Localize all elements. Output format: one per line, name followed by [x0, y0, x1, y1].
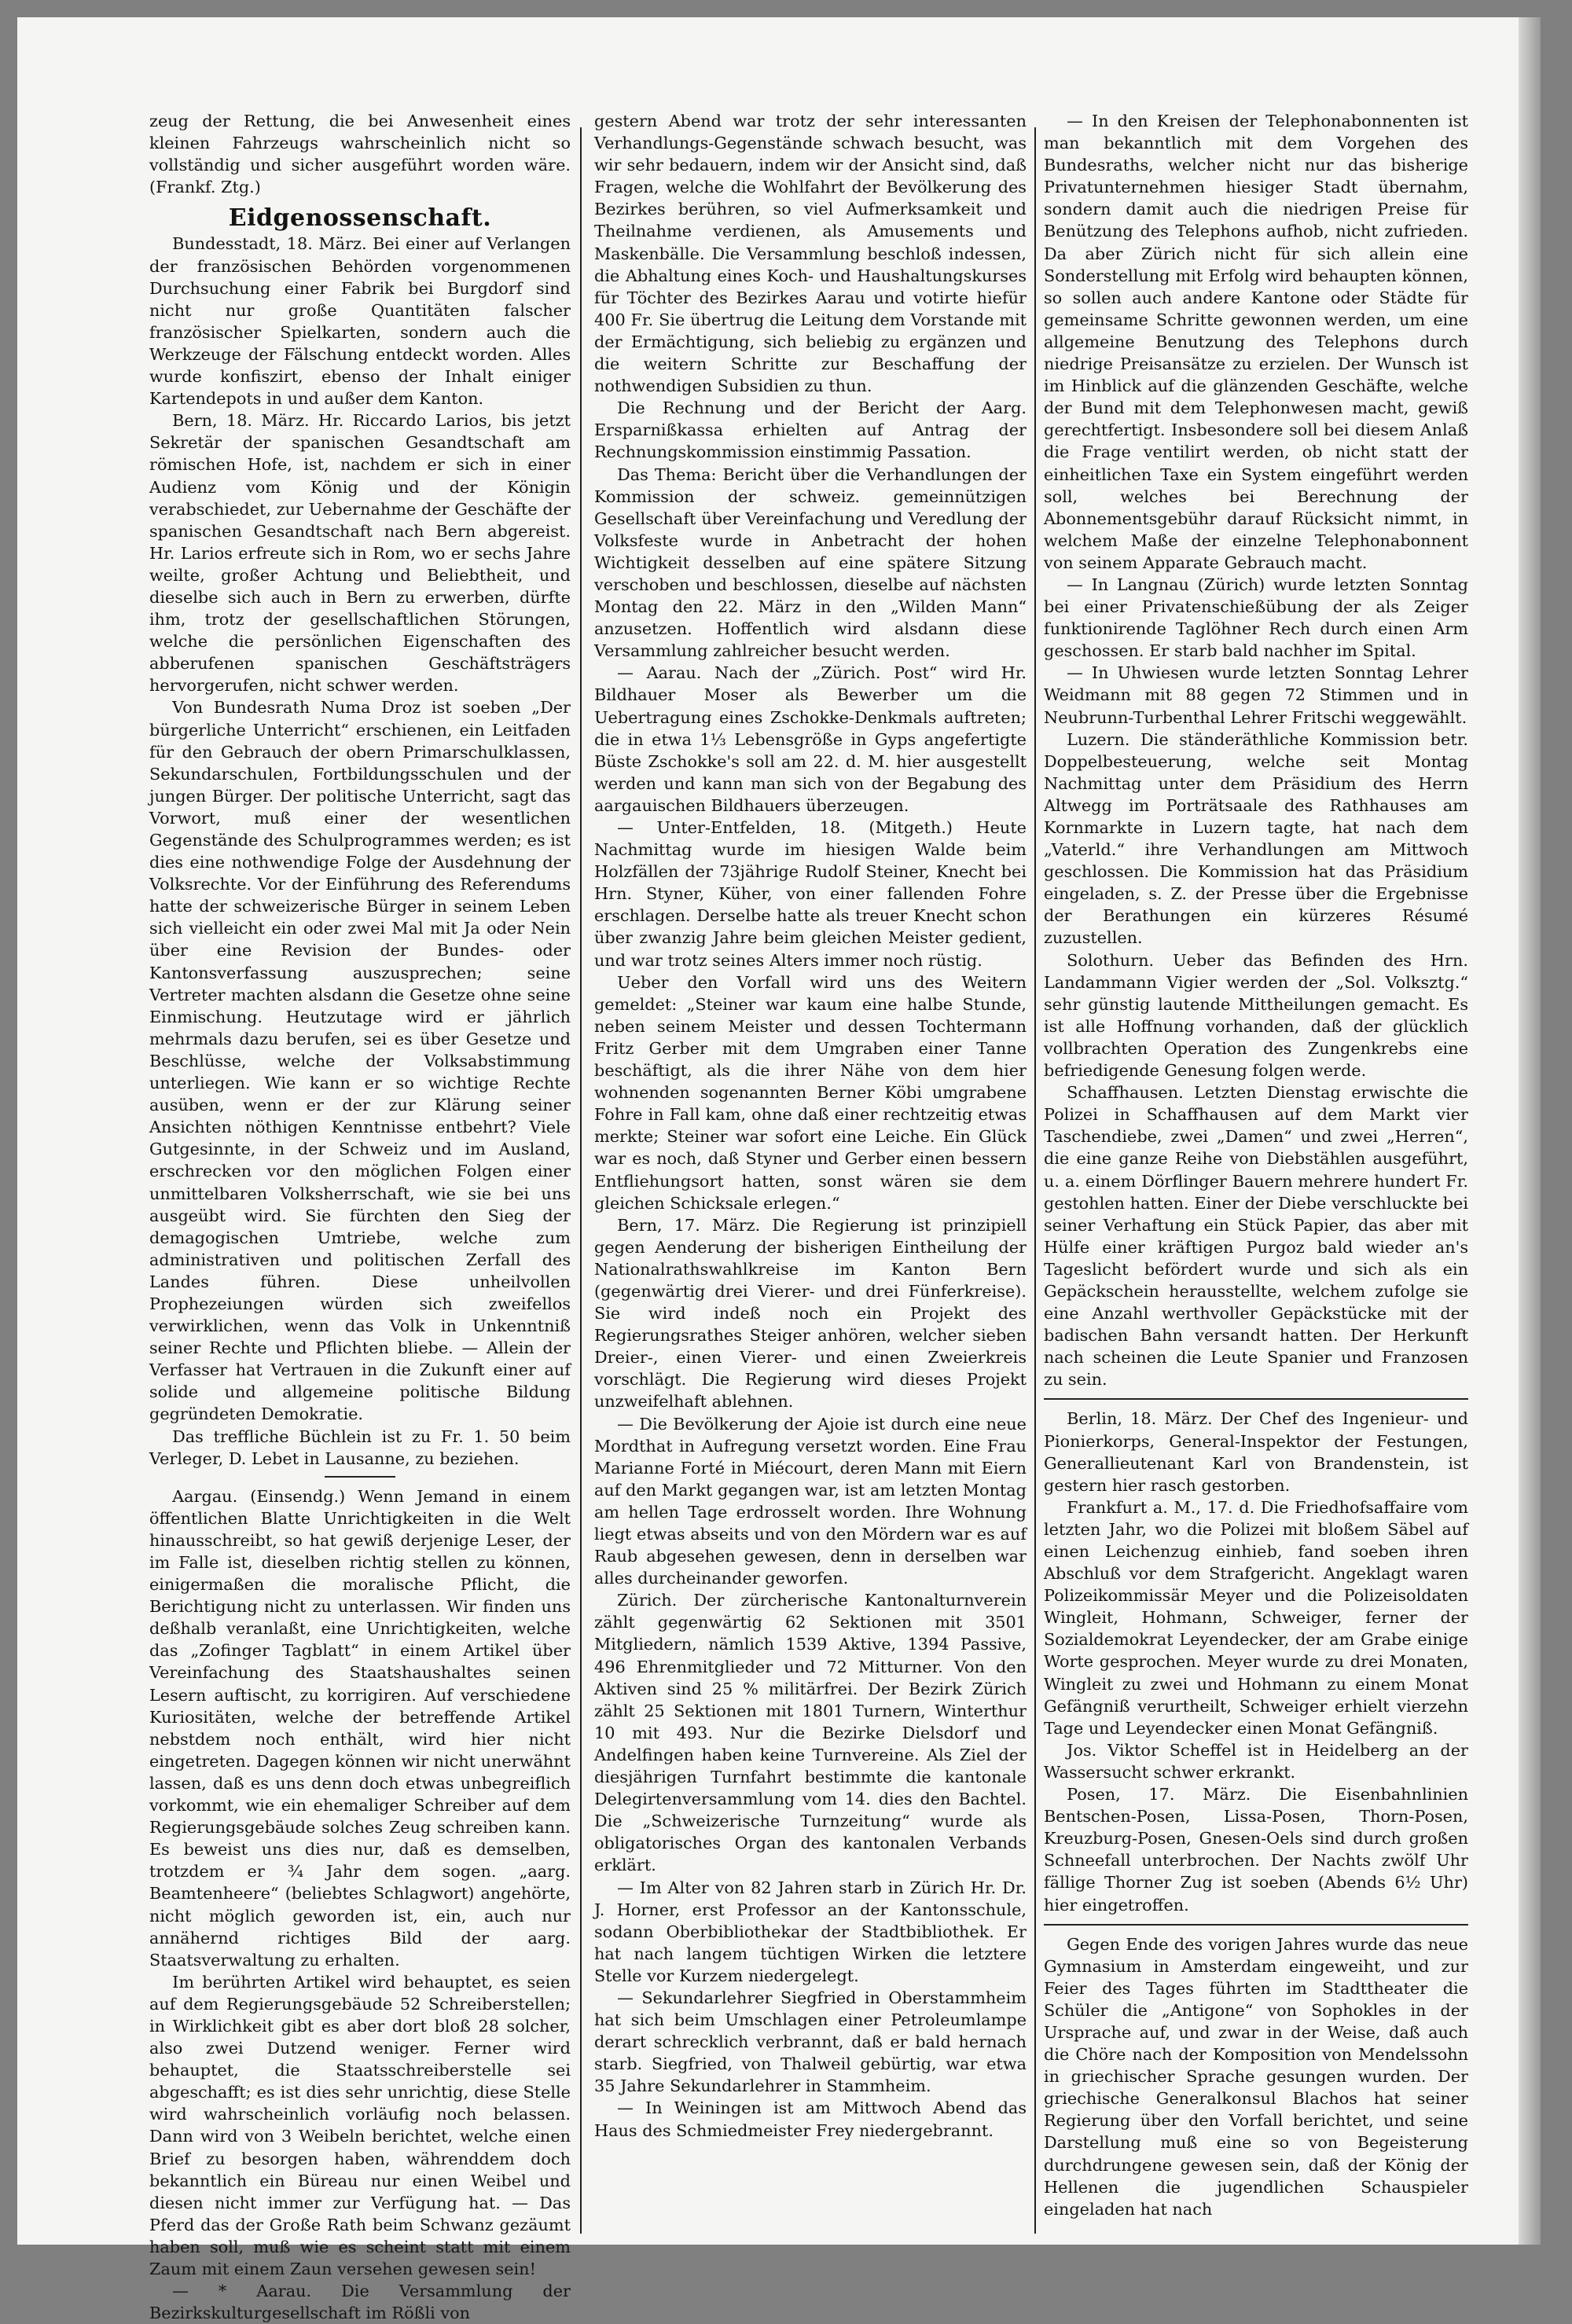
news-item: — * Aarau. Die Versammlung der Bezirkskulturgesellschaft im Rößli von — [149, 2282, 571, 2323]
article-continuation: zeug der Rettung, die bei Anwesenheit eines kleinen Fahrzeugs wahrscheinlich nicht so vollständig und sicher ausgeführt worden wäre. (Frankf. Ztg.) — [149, 112, 571, 197]
news-item: Luzern. Die ständeräthliche Kommission betr. Doppelbesteuerung, welche seit Montag Nachmittag unter dem Präsidium des Herrn Altwegg im Porträtsaale des Rathhauses am Kornmarkte in Luzern tagte, hat nach dem „Vaterld.“ ihre Verhandlungen am Mittwoch geschlossen. Die Kommission hat das Präsidium eingeladen, s. Z. der Presse über die Ergebnisse der Berathungen ein kürzeres Résumé zuzustellen. — [1044, 729, 1468, 948]
news-item: — Unter-Entfelden, 18. (Mitgeth.) Heute Nachmittag wurde im hiesigen Walde beim Holzfällen der 73jährige Rudolf Steiner, Knecht bei Hrn. Styner, Küher, von einer fallenden Fohre erschlagen. Derselbe hatte als treuer Knecht schon über zwanzig Jahre beim gleichen Meister gedient, und war trotz seines Alters immer noch rüstig. — [594, 818, 1027, 970]
news-item: Bundesstadt, 18. März. Bei einer auf Verlangen der französischen Behörden vorgenommenen Durchsuchung einer Fabrik bei Burgdorf sind nicht nur große Quantitäten falscher französischer Spielkarten, sondern auch die Werkzeuge der Fälschung entdeckt worden. Alles wurde konfiszirt, ebenso der Inhalt einiger Kartendepots in und außer dem Kanton. — [149, 234, 571, 409]
news-item: Jos. Viktor Scheffel ist in Heidelberg an der Wassersucht schwer erkrankt. — [1044, 1740, 1468, 1782]
news-item: Ueber den Vorfall wird uns des Weitern gemeldet: „Steiner war kaum eine halbe Stunde, neben seinem Meister und dessen Tochtermann Fritz Gerber mit dem Umgraben einer Tanne beschäftigt, als die ihrer Nähe von dem hier wohnenden sogenannten Berner Köbi umgrabene Fohre in Fall kam, ohne daß einer rechtzeitig etwas merkte; Steiner war sofort eine Leiche. Ein Glück war es noch, daß Styner und Gerber einen bessern Entfliehungsort hatten, sonst wären sie dem gleichen Schicksale erlegen.“ — [594, 972, 1027, 1213]
separator-rule — [1044, 1924, 1468, 1926]
column-rule — [1034, 127, 1036, 2234]
news-item: Im berührten Artikel wird behauptet, es seien auf dem Regierungsgebäude 52 Schreiberstellen; in Wirklichkeit gibt es aber dort bloß 28 solcher, also zwei Dutzend weniger. Ferner wird behauptet, die Staatsschreiberstelle sei abgeschafft; es ist dies sehr unrichtig, diese Stelle wird wahrscheinlich vorläufig noch belassen. Dann wird von 3 Weibeln berichtet, welche einen Brief zu besorgen haben, währenddem doch bekanntlich ein Büreau nur einen Weibel und diesen nicht immer zur Verfügung hat. — Das Pferd das der Große Rath beim Schwanz gezäumt haben soll, muß wie es scheint statt mit einem Zaum mit einem Zaun versehen gewesen sein! — [149, 1972, 571, 2278]
column-2 — [594, 110, 1027, 2224]
news-item: — In Uhwiesen wurde letzten Sonntag Lehrer Weidmann mit 88 gegen 72 Stimmen und in Neubrunn-Turbenthal Lehrer Fritschi weggewählt. — [1044, 663, 1468, 727]
newspaper-page — [17, 17, 1541, 2323]
news-item: Berlin, 18. März. Der Chef des Ingenieur- und Pionierkorps, General-Inspektor der Festungen, Generallieutenant Karl von Brandenstein, ist gestern hier rasch gestorben. — [1044, 1409, 1468, 1495]
news-item: Bern, 17. März. Die Regierung ist prinzipiell gegen Aenderung der bisherigen Eintheilung der Nationalrathswahlkreise im Kanton Bern (gegenwärtig drei Vierer- und drei Fünferkreise). Sie wird indeß noch ein Projekt des Regierungsrathes Steiger anhören, welcher sieben Dreier-, einen Vierer- und einen Zweierkreis vorschlägt. Die Regierung wird dieses Projekt unzweifelhaft ablehnen. — [594, 1215, 1027, 1412]
column-rule — [580, 127, 582, 2234]
news-item: Die Rechnung und der Bericht der Aarg. Ersparnißkassa erhielten auf Antrag der Rechnungskommission einstimmig Passation. — [594, 398, 1027, 462]
separator-rule — [1044, 1398, 1468, 1400]
news-item: — Die Bevölkerung der Ajoie ist durch eine neue Mordthat in Aufregung versetzt worden. Eine Frau Marianne Forté in Miécourt, deren Mann mit Eiern auf den Markt gegangen war, ist am letzten Montag am hellen Tage erdrosselt worden. Ihre Wohnung liegt etwas abseits und von den Mördern war es auf Raub abgesehen gewesen, denn in derselben war alles durcheinander geworfen. — [594, 1414, 1027, 1588]
news-item: Das Thema: Bericht über die Verhandlungen der Kommission der schweiz. gemeinnützigen Gesellschaft über Vereinfachung und Veredlung der Volksfeste wurde in Anbetracht der hohen Wichtigkeit desselben auf eine spätere Sitzung verschoben und beschlossen, dieselbe auf nächsten Montag den 22. März in den „Wilden Mann“ anzusetzen. Hoffentlich wird alsdann diese Versammlung zahlreicher besucht werden. — [594, 464, 1027, 661]
news-item: Frankfurt a. M., 17. d. Die Friedhofsaffaire vom letzten Jahr, wo die Polizei mit bloßem Säbel auf einen Leichenzug einhieb, fand soeben ihren Abschluß vor dem Strafgericht. Angeklagt waren Polizeikommissär Meyer und die Polizeisoldaten Wingleit, Hohmann, Schweiger, ferner der Sozialdemokrat Leyendecker, der am Grabe einige Worte gesprochen. Meyer wurde zu drei Monaten, Wingleit zu zwei und Hohmann zu einem Monat Gefängniß verurtheilt, Schweiger erhielt vierzehn Tage und Leyendecker einen Monat Gefängniß. — [1044, 1497, 1468, 1738]
news-item: Das treffliche Büchlein ist zu Fr. 1. 50 beim Verleger, D. Lebet in Lausanne, zu beziehen. — [149, 1426, 571, 1468]
page-edge — [1519, 17, 1541, 2245]
news-item: — Sekundarlehrer Siegfried in Oberstammheim hat sich beim Umschlagen einer Petroleumlampe derart schrecklich verbrannt, daß er bald hernach starb. Siegfried, von Thalweil gebürtig, war etwa 35 Jahre Sekundarlehrer in Stammheim. — [594, 1988, 1027, 2096]
news-item: Gegen Ende des vorigen Jahres wurde das neue Gymnasium in Amsterdam eingeweiht, und zur Feier des Tages führten im Stadttheater die Schüler die „Antigone“ von Sophokles in der Ursprache auf, und zwar in der Weise, daß auch die Chöre nach der Komposition von Mendelssohn in griechischer Sprache gesungen wurden. Der griechische Generalkonsul Blachos hat seiner Regierung über den Vorfall berichtet, und seine Darstellung muß eine so von Begeisterung durchdrungene gewesen sein, daß der König der Hellenen die jugendlichen Schauspieler eingeladen hat nach — [1044, 1934, 1468, 2219]
section-heading: Eidgenossenschaft. — [228, 204, 492, 233]
news-item: — Im Alter von 82 Jahren starb in Zürich Hr. Dr. J. Horner, erst Professor an der Kantonsschule, sodann Oberbibliothekar der Stadtbibliothek. Er hat nach langem tüchtigen Wirken die letztere Stelle vor Kurzem niedergelegt. — [594, 1878, 1027, 1985]
news-item: — In Langnau (Zürich) wurde letzten Sonntag bei einer Privatenschießübung der als Zeiger funktionirende Taglöhner Rech durch einen Arm geschossen. Er starb bald nachher im Spital. — [1044, 575, 1468, 661]
news-item: Bern, 18. März. Hr. Riccardo Larios, bis jetzt Sekretär der spanischen Gesandtschaft am römischen Hofe, ist, nachdem er sich in einer Audienz vom König und der Königin verabschiedet, zur Uebernahme der Geschäfte der spanischen Gesandtschaft nach Bern abgereist. Hr. Larios erfreute sich in Rom, wo er sechs Jahre weilte, großer Achtung und Beliebtheit, und dieselbe sich auch in Bern zu erwerben, dürfte ihm, trotz der gesellschaftlichen Störungen, welche die persönlichen Eigenschaften des abberufenen spanischen Geschäftsträgers hervorgerufen, nicht schwer werden. — [149, 411, 571, 696]
news-item: Zürich. Der zürcherische Kantonalturnverein zählt gegenwärtig 62 Sektionen mit 3501 Mitgliedern, nämlich 1539 Aktive, 1394 Passive, 496 Ehrenmitglieder und 72 Mitturner. Von den Aktiven sind 25 % militärfrei. Der Bezirk Zürich zählt 25 Sektionen mit 1801 Turnern, Winterthur 10 mit 493. Nur die Bezirke Dielsdorf und Andelfingen haben keine Turnvereine. Als Ziel der diesjährigen Turnfahrt bestimmte die kantonale Delegirtenversammlung vom 14. dies den Bachtel. Die „Schweizerische Turnzeitung“ wurde als obligatorisches Organ des kantonalen Verbands erklärt. — [594, 1591, 1027, 1875]
news-item: gestern Abend war trotz der sehr interessanten Verhandlungs-Gegenstände schwach besucht, was wir sehr bedauern, indem wir der Ansicht sind, daß Fragen, welche die Wohlfahrt der Bevölkerung des Bezirkes berühren, so viel Aufmerksamkeit und Theilnahme verdienen, als Amusements und Maskenbälle. Die Versammlung beschloß indessen, die Abhaltung eines Koch- und Haushaltungskurses für Töchter des Bezirkes Aarau und votirte hiefür 400 Fr. Sie übertrug die Leitung dem Vorstande mit der Ermächtigung, sich beliebig zu ergänzen und die weitern Schritte zur Beschaffung der nothwendigen Subsidien zu thun. — [594, 112, 1027, 396]
news-item: Solothurn. Ueber das Befinden des Hrn. Landammann Vigier werden der „Sol. Volksztg.“ sehr günstig lautende Mittheilungen gemacht. Es ist alle Hoffnung vorhanden, daß der glücklich vollbrachten Operation des Zungenkrebs eine befriedigende Genesung folgen werde. — [1044, 950, 1468, 1081]
news-item: Posen, 17. März. Die Eisenbahnlinien Bentschen-Posen, Lissa-Posen, Thorn-Posen, Kreuzburg-Posen, Gnesen-Oels sind durch großen Schneefall unterbrochen. Der Nachts zwölf Uhr fällige Thorner Zug ist soeben (Abends 6½ Uhr) hier eingetroffen. — [1044, 1785, 1468, 1915]
separator-rule — [325, 1476, 395, 1478]
news-item: — Aarau. Nach der „Zürich. Post“ wird Hr. Bildhauer Moser als Bewerber um die Uebertragung eines Zschokke-Denkmals auftreten; die in etwa 1⅓ Lebensgröße in Gyps angefertigte Büste Zschokke's soll am 22. d. M. hier ausgestellt werden und kann man sich von der Begabung des aargauischen Bildhauers überzeugen. — [594, 663, 1027, 815]
news-item: Von Bundesrath Numa Droz ist soeben „Der bürgerliche Unterricht“ erschienen, ein Leitfaden für den Gebrauch der obern Primarschulklassen, Sekundarschulen, Fortbildungsschulen und der jungen Bürger. Der politische Unterricht, sagt das Vorwort, muß einer der wesentlichen Gegenstände des Schulprogrammes werden; es ist dies eine nothwendige Folge der Ausdehnung der Volksrechte. Vor der Einführung des Referendums hatte der schweizerische Bürger in seinem Leben sich vielleicht ein oder zwei Mal mit Ja oder Nein über eine Revision der Bundes- oder Kantonsverfassung auszusprechen; seine Vertreter machten alsdann die Gesetze ohne seine Einmischung. Heutzutage wird er jährlich mehrmals dazu berufen, sei es über Gesetze und Beschlüsse, welche der Volksabstimmung unterliegen. Wie kann er so wichtige Rechte ausüben, wenn er der zur Klärung seiner Ansichten nöthigen Kenntnisse entbehrt? Viele Gutgesinnte, in der Schweiz und im Ausland, erschrecken vor den möglichen Folgen einer unmittelbaren Volksherrschaft, wie sie bei uns ausgeübt wird. Sie fürchten den Sieg der demagogischen Umtriebe, welche zum administrativen und politischen Zerfall des Landes führen. Diese unheilvollen Prophezeiungen würden sich zweifellos verwirklichen, wenn das Volk in Unkenntniß seiner Rechte und Pflichten bliebe. — Allein der Verfasser hat Vertrauen in die Zukunft einer auf solide und allgemeine politische Bildung gegründeten Demokratie. — [149, 698, 571, 1424]
news-item: Aargau. (Einsendg.) Wenn Jemand in einem öffentlichen Blatte Unrichtigkeiten in die Welt hinausschreibt, so hat gewiß derjenige Leser, der im Falle ist, dieselben richtig stellen zu können, einigermaßen die moralische Pflicht, die Berichtigung nicht zu unterlassen. Wir finden uns deßhalb veranlaßt, eine Unrichtigkeiten, welche das „Zofinger Tagblatt“ in einem Artikel über Vereinfachung des Staatshaushaltes seinen Lesern auftischt, zu korrigiren. Auf verschiedene Kuriositäten, welche der betreffende Artikel nebstdem noch enthält, wird hier nicht eingetreten. Dagegen können wir nicht unerwähnt lassen, daß es uns denn doch etwas unbegreiflich vorkommt, wie ein ehemaliger Schreiber auf dem Regierungsgebäude solches Zeug schreiben kann. Es beweist uns dies nur, daß es demselben, trotzdem er ¾ Jahr dem sogen. „aarg. Beamtenheere“ (beliebtes Schlagwort) angehörte, nicht möglich geworden ist, ein, auch nur annähernd richtiges Bild der aarg. Staatsverwaltung zu erhalten. — [149, 1486, 571, 1970]
news-item: Schaffhausen. Letzten Dienstag erwischte die Polizei in Schaffhausen auf dem Markt vier Taschendiebe, zwei „Damen“ und zwei „Herren“, die eine ganze Reihe von Diebstählen ausgeführt, u. a. einem Dörflinger Bauern mehrere hundert Fr. gestohlen hatten. Einer der Diebe verschluckte bei seiner Verhaftung ein Stück Papier, das aber mit Hülfe einer kräftigen Purgoz bald wieder an's Tageslicht befördert wurde und sich als ein Gepäckschein herausstellte, welchem zufolge sie eine Anzahl werthvoller Gepäckstücke mit der badischen Bahn versandt hatten. Der Herkunft nach scheinen die Leute Spanier und Franzosen zu sein. — [1044, 1083, 1468, 1390]
column-3 — [1044, 110, 1468, 2224]
news-item: — In Weiningen ist am Mittwoch Abend das Haus des Schmiedmeister Frey niedergebrannt. — [594, 2098, 1027, 2140]
news-item: — In den Kreisen der Telephonabonnenten ist man bekanntlich mit dem Vorgehen des Bundesraths, welcher nicht nur das bisherige Privatunternehmen hiesiger Stadt übernahm, sondern damit auch die niedrigen Preise für Benützung des Telephons aufhob, nicht zufrieden. Da aber Zürich nicht für sich allein eine Sonderstellung mit Erfolg wird behaupten können, so sollen auch andere Kantone oder Städte für gemeinsame Schritte gewonnen werden, um eine allgemeine Benutzung des Telephons durch niedrige Preisansätze zu erzielen. Der Wunsch ist im Hinblick auf die glänzenden Geschäfte, welche der Bund mit dem Telephonwesen macht, gewiß gerechtfertigt. Insbesondere soll bei diesem Anlaß die Frage ventilirt werden, ob nicht statt der einheitlichen Taxe ein System eingeführt werden soll, welches bei Berechnung der Abonnementsgebühr darauf Rücksicht nimmt, in welchem Maße der einzelne Telephonabonnent von seinem Apparate Gebrauch macht. — [1044, 112, 1468, 572]
column-1 — [149, 110, 571, 2323]
